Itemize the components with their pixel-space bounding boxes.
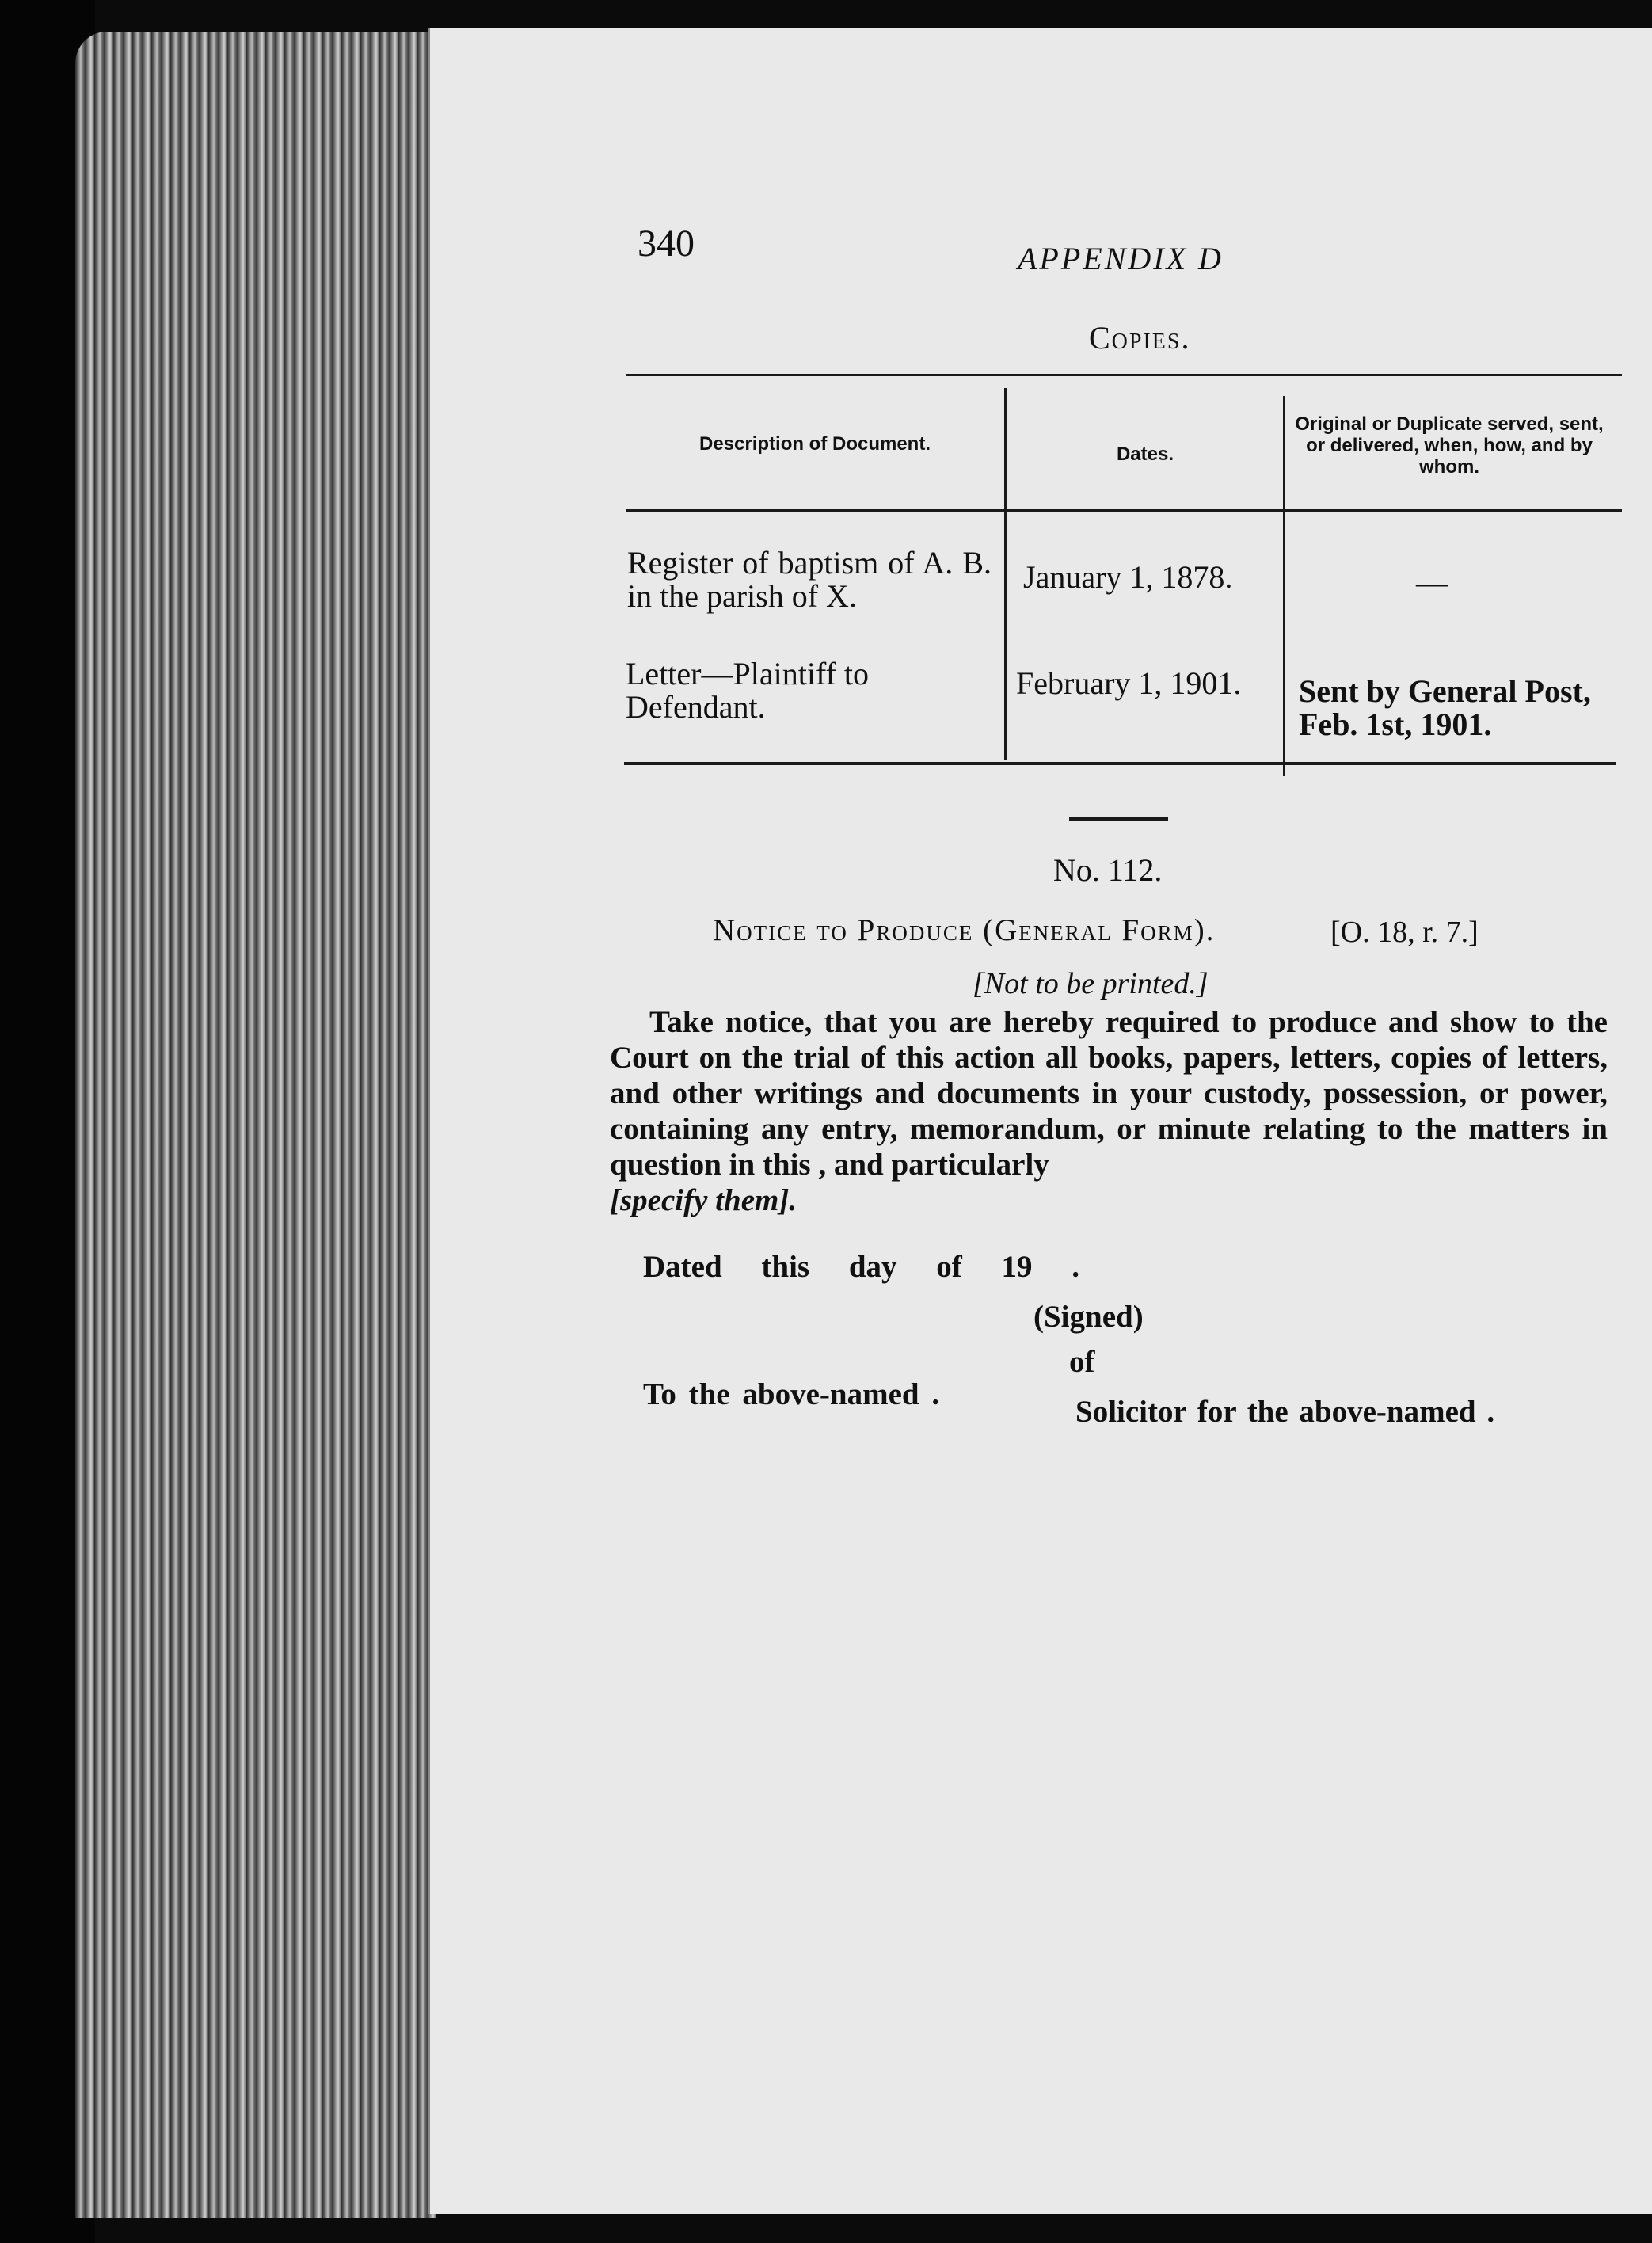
solicitor-line: Solicitor for the above-named .: [1075, 1395, 1495, 1429]
table-top-rule: [626, 374, 1622, 376]
notice-body-text: Take notice, that you are hereby required to produce and show to the Court on the trial of this action all books, papers, letters, copies of letters, and other writings and documents in your custody, possession, or power, containing any entry, memorandum, or minute relating to the matters in question in this , and particularly: [610, 1005, 1608, 1182]
header-how: Original or Duplicate served, sent, or delivered, when, how, and by whom.: [1295, 413, 1604, 478]
separator-rule: [1069, 817, 1168, 821]
notice-body-tail: [specify them].: [610, 1183, 797, 1217]
order-reference: [O. 18, r. 7.]: [1330, 916, 1479, 949]
cell-description: Letter—Plaintiff to Defendant.: [626, 656, 869, 725]
form-title: Notice to Produce (General Form).: [713, 913, 1216, 947]
table-bottom-rule: [624, 762, 1616, 765]
header-description: Description of Document.: [698, 433, 931, 455]
form-instruction: [Not to be printed.]: [973, 967, 1209, 1000]
section-title: Copies.: [1089, 320, 1191, 356]
page-number: 340: [638, 223, 695, 265]
cell-how: Sent by General Post, Feb. 1st, 1901.: [1299, 673, 1591, 742]
cell-how: —: [1416, 565, 1448, 600]
dated-line: Dated this day of 19 .: [643, 1250, 1080, 1284]
running-head: APPENDIX D: [1018, 241, 1224, 276]
table-col-divider-2: [1283, 396, 1285, 776]
table-header-rule: [626, 509, 1622, 512]
form-number: No. 112.: [1053, 852, 1163, 888]
of-line: of: [1069, 1345, 1095, 1379]
cell-description: Register of baptism of A. B. in the parish of X.: [627, 545, 992, 614]
notice-body: [610, 1004, 1608, 1218]
cell-date: February 1, 1901.: [1016, 665, 1242, 701]
cell-date: January 1, 1878.: [1023, 559, 1233, 595]
signed-line: (Signed): [1033, 1300, 1144, 1334]
header-dates: Dates.: [1116, 444, 1174, 465]
table-col-divider-1: [1004, 388, 1007, 760]
to-above-named: To the above-named .: [643, 1377, 940, 1411]
